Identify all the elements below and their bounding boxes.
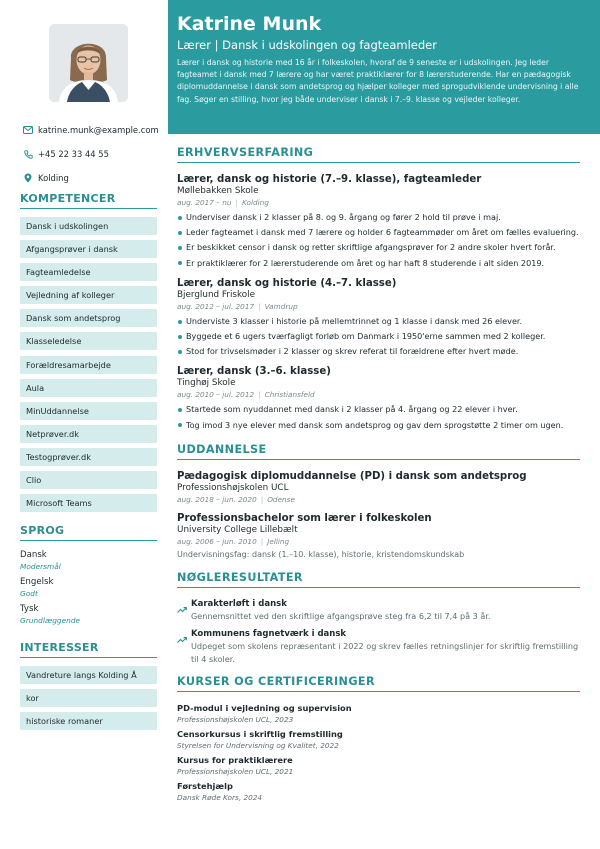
skill-chip: Netprøver.dk bbox=[20, 425, 157, 443]
person-title: Lærer | Dansk i udskolingen og fagteamleder bbox=[177, 38, 437, 52]
person-name: Katrine Munk bbox=[177, 13, 322, 35]
job-bullet: Byggede et 6 ugers tværfagligt forløb om Danmark i 1950'erne sammen med 2 kolleger. bbox=[177, 329, 580, 344]
job-location: Kolding bbox=[241, 198, 269, 207]
job-title: Lærer, dansk og historie (4.–7. klasse) bbox=[177, 277, 397, 289]
interests-section bbox=[20, 641, 157, 735]
experience-heading: ERHVERVSERFARING bbox=[177, 146, 580, 163]
course-meta: Professionshøjskolen UCL, 2023 bbox=[177, 715, 294, 725]
education-entry bbox=[177, 512, 580, 561]
profile-photo bbox=[49, 24, 128, 102]
job-title: Lærer, dansk og historie (7.–9. klasse), fagteamleder bbox=[177, 174, 482, 185]
course-meta: Professionshøjskolen UCL, 2021 bbox=[177, 767, 294, 777]
language-level: Godt bbox=[20, 589, 38, 598]
education-title: Professionsbachelor som lærer i folkeskolen bbox=[177, 512, 432, 524]
language-item bbox=[20, 576, 157, 599]
course-meta: Dansk Røde Kors, 2024 bbox=[177, 793, 263, 803]
education-school: Professionshøjskolen UCL bbox=[177, 482, 289, 493]
course-entry bbox=[177, 702, 580, 725]
job-bullets bbox=[177, 402, 580, 432]
language-item bbox=[20, 603, 157, 626]
skills-heading: KOMPETENCER bbox=[20, 192, 157, 209]
language-item bbox=[20, 549, 157, 572]
language-name: Engelsk bbox=[20, 577, 54, 587]
language-name: Tysk bbox=[20, 604, 39, 614]
contact-location bbox=[20, 166, 160, 190]
course-title: Førstehjælp bbox=[177, 781, 233, 792]
result-desc: Gennemsnittet ved den skriftlige afgangsprøve steg fra 6,2 til 7,4 på 3 år. bbox=[191, 610, 491, 621]
education-school: University College Lillebælt bbox=[177, 524, 298, 535]
email-text: katrine.munk@example.com bbox=[38, 125, 159, 135]
skills-section bbox=[20, 192, 157, 517]
job-company: Tinghøj Skole bbox=[177, 378, 236, 389]
course-entry bbox=[177, 728, 580, 751]
skill-chip: Clio bbox=[20, 471, 157, 489]
job-bullets bbox=[177, 314, 580, 360]
job-dates: aug. 2010 – jul. 2012 bbox=[177, 390, 255, 400]
education-section bbox=[177, 443, 580, 561]
skill-chip: Aula bbox=[20, 379, 157, 397]
job-bullet: Underviste 3 klasser i historie på mellemtrinnet og 1 klasse i dansk med 26 elever. bbox=[177, 314, 580, 329]
main-content bbox=[177, 146, 580, 806]
mail-icon bbox=[20, 126, 36, 134]
interest-chip: kor bbox=[20, 689, 157, 707]
phone-text: +45 22 33 44 55 bbox=[38, 149, 109, 159]
skill-chip: Fagteamledelse bbox=[20, 263, 157, 281]
education-location: Jelling bbox=[267, 536, 290, 546]
results-section bbox=[177, 571, 580, 665]
job-entry bbox=[177, 365, 580, 432]
job-company: Møllebakken Skole bbox=[177, 186, 259, 196]
location-pin-icon bbox=[20, 173, 36, 183]
skill-chip: MinUddannelse bbox=[20, 402, 157, 420]
person-summary: Lærer i dansk og historie med 16 år i folkeskolen, hvoraf de 9 seneste er i udskolingen. Jeg leder fagteamet i dansk med 7 lærere og har været praktiklærer for 8 lærerstuderende. Har en pædagogisk diplomuddannelse i dansk som andetsprog og hjælper kolleger med sprogudviklende undervisning i alle fag. Søger en stilling, hvor jeg både underviser i dansk i 7.–9. klasse og vejleder kolleger. bbox=[177, 58, 579, 104]
job-title: Lærer, dansk (3.–6. klasse) bbox=[177, 366, 331, 378]
skill-chip: Dansk som andetsprog bbox=[20, 309, 157, 327]
education-heading: UDDANNELSE bbox=[177, 443, 580, 460]
education-dates: aug. 2006 – jun. 2010 bbox=[177, 536, 257, 546]
language-level: Modersmål bbox=[20, 562, 61, 571]
contact-email[interactable] bbox=[20, 118, 160, 142]
job-dates: aug. 2012 – jul. 2017 bbox=[177, 301, 255, 311]
trend-up-icon bbox=[177, 628, 191, 665]
skill-chip: Microsoft Teams bbox=[20, 494, 157, 512]
skill-chip: Klasseledelse bbox=[20, 332, 157, 350]
job-entry bbox=[177, 173, 580, 271]
course-title: Kursus for praktiklærere bbox=[177, 755, 293, 766]
result-entry bbox=[177, 598, 580, 622]
language-level: Grundlæggende bbox=[20, 616, 81, 625]
skill-chip: Forældresamarbejde bbox=[20, 356, 157, 374]
contact-info bbox=[20, 118, 160, 190]
education-dates: aug. 2018 – jun. 2020 bbox=[177, 494, 257, 504]
job-location: Vamdrup bbox=[264, 301, 298, 311]
job-company: Bjerglund Friskole bbox=[177, 289, 255, 300]
interest-chip: Vandreture langs Kolding Å bbox=[20, 666, 157, 684]
languages-heading: SPROG bbox=[20, 524, 157, 541]
job-location: Christiansfeld bbox=[264, 390, 315, 400]
courses-heading: KURSER OG CERTIFICERINGER bbox=[177, 675, 580, 692]
skill-chip: Testogprøver.dk bbox=[20, 448, 157, 466]
education-note: Undervisningsfag: dansk (1.–10. klasse), historie, kristendomskundskab bbox=[177, 549, 465, 559]
skills-list bbox=[20, 217, 157, 512]
portrait-image bbox=[49, 24, 128, 102]
language-name: Dansk bbox=[20, 550, 47, 560]
course-entry bbox=[177, 754, 580, 777]
education-title: Pædagogisk diplomuddannelse (PD) i dansk som andetsprog bbox=[177, 470, 527, 482]
education-meta: aug. 2006 – jun. 2010 | Jelling bbox=[177, 536, 290, 546]
job-meta: aug. 2017 – nu | Kolding bbox=[177, 198, 269, 207]
education-location: Odense bbox=[267, 494, 295, 504]
interests-heading: INTERESSER bbox=[20, 641, 157, 658]
skill-chip: Dansk i udskolingen bbox=[20, 217, 157, 235]
job-bullet: Tog imod 3 nye elever med dansk som andetsprog og gav dem sprogstøtte 2 timer om ugen. bbox=[177, 418, 580, 433]
skill-chip: Vejledning af kolleger bbox=[20, 286, 157, 304]
education-entry bbox=[177, 470, 580, 506]
job-dates: aug. 2017 – nu bbox=[177, 198, 232, 207]
course-title: PD-modul i vejledning og supervision bbox=[177, 703, 352, 714]
result-title: Karakterløft i dansk bbox=[191, 598, 287, 609]
job-bullet: Startede som nyuddannet med dansk i 2 klasser på 4. årgang og 22 elever i hver. bbox=[177, 402, 580, 417]
sidebar bbox=[0, 0, 168, 849]
courses-section bbox=[177, 675, 580, 803]
phone-icon bbox=[20, 150, 36, 159]
result-desc: Udpeget som skolens repræsentant i 2022 og skrev fælles retningslinjer for skriftlig fremstilling til 4 skoler. bbox=[191, 641, 579, 664]
job-meta: aug. 2010 – jul. 2012 | Christiansfeld bbox=[177, 390, 315, 400]
job-bullet: Stod for trivselsmøder i 2 klasser og skrev referat til forældrene efter hvert møde. bbox=[177, 344, 580, 359]
location-text: Kolding bbox=[38, 173, 69, 183]
trend-up-icon bbox=[177, 598, 191, 622]
result-entry bbox=[177, 628, 580, 665]
job-bullets bbox=[177, 210, 580, 271]
resume-header bbox=[168, 0, 600, 134]
skill-chip: Afgangsprøver i dansk bbox=[20, 240, 157, 258]
job-entry bbox=[177, 277, 580, 360]
education-meta: aug. 2018 – jun. 2020 | Odense bbox=[177, 494, 295, 504]
job-bullet: Leder fagteamet i dansk med 7 lærere og holder 6 fagteammøder om året om fælles evaluering. bbox=[177, 225, 580, 240]
job-bullet: Underviser dansk i 2 klasser på 8. og 9. årgang og fører 2 hold til prøve i maj. bbox=[177, 210, 580, 225]
course-title: Censorkursus i skriftlig fremstilling bbox=[177, 729, 343, 740]
job-bullet: Er praktiklærer for 2 lærerstuderende om året og har haft 8 studerende i alt siden 2019. bbox=[177, 256, 580, 271]
job-meta: aug. 2012 – jul. 2017 | Vamdrup bbox=[177, 301, 298, 311]
course-meta: Styrelsen for Undervisning og Kvalitet, 2022 bbox=[177, 741, 339, 751]
languages-section bbox=[20, 524, 157, 630]
result-title: Kommunens fagnetværk i dansk bbox=[191, 629, 347, 640]
course-entry bbox=[177, 780, 580, 803]
interest-chip: historiske romaner bbox=[20, 712, 157, 730]
experience-section bbox=[177, 146, 580, 433]
contact-phone[interactable] bbox=[20, 142, 160, 166]
results-heading: NØGLERESULTATER bbox=[177, 571, 580, 588]
job-bullet: Er beskikket censor i dansk og retter skriftlige afgangsprøver for 2 andre skoler hvert forår. bbox=[177, 240, 580, 255]
